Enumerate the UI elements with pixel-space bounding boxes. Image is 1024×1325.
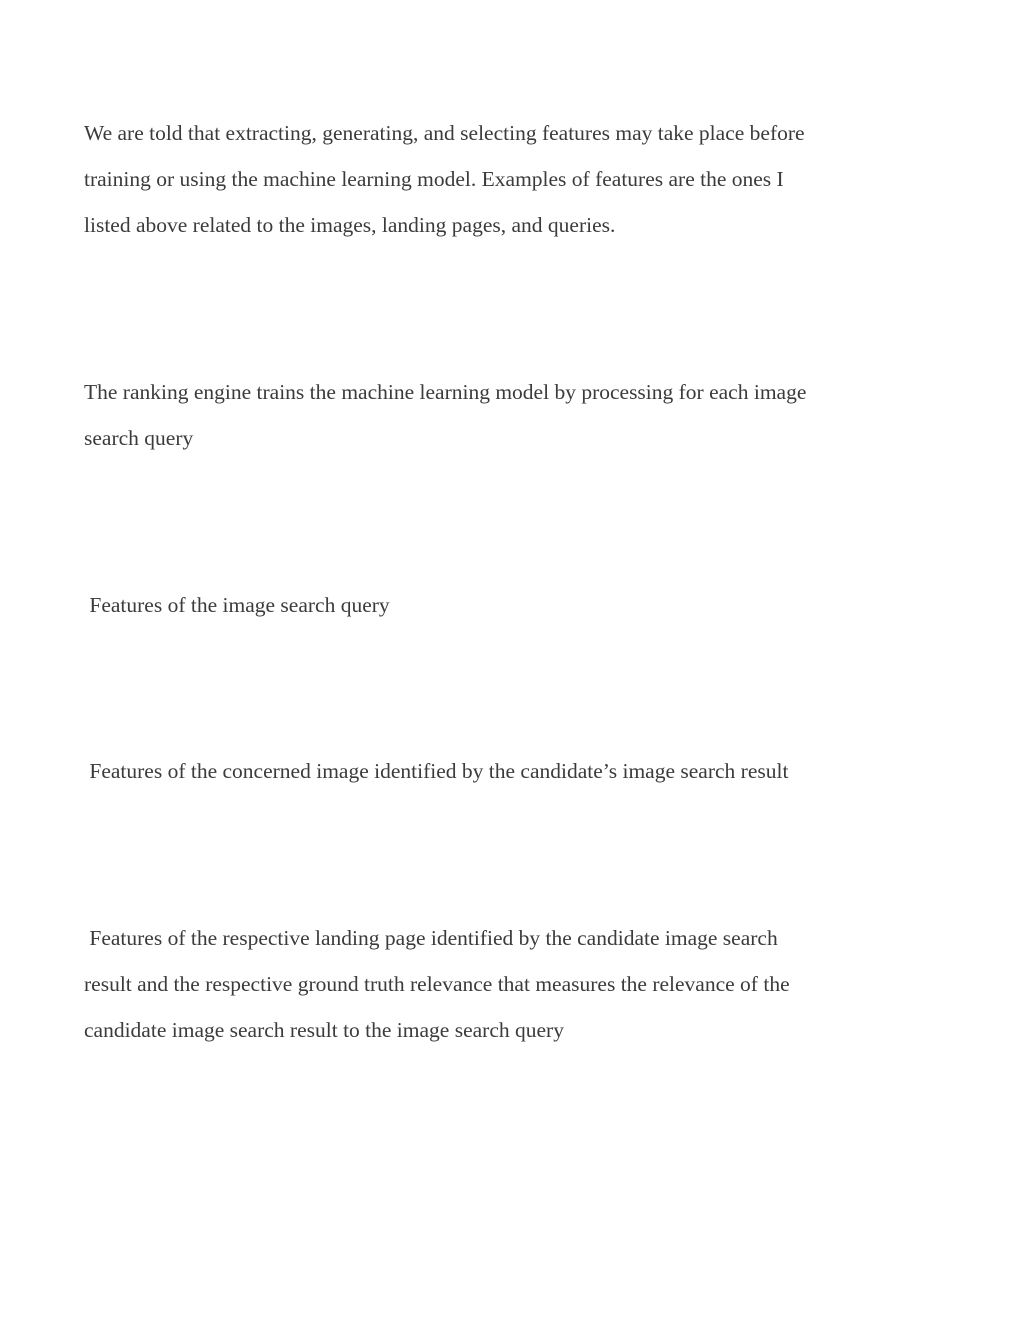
paragraph-ranking-engine bbox=[84, 369, 934, 461]
text-line: result and the respective ground truth relevance that measures the relevance of the bbox=[84, 972, 790, 996]
text-line: candidate image search result to the image search query bbox=[84, 1018, 564, 1042]
paragraph-feature-extraction bbox=[84, 110, 934, 248]
paragraph-landing-page-features bbox=[84, 915, 934, 1053]
text-line: Features of the image search query bbox=[84, 593, 390, 617]
text-line: The ranking engine trains the machine learning model by processing for each image bbox=[84, 380, 807, 404]
text-line: listed above related to the images, landing pages, and queries. bbox=[84, 213, 616, 237]
text-line: training or using the machine learning model. Examples of features are the ones I bbox=[84, 167, 784, 191]
text-line: Features of the respective landing page identified by the candidate image search bbox=[84, 926, 778, 950]
text-line: search query bbox=[84, 426, 194, 450]
text-line: Features of the concerned image identified by the candidate’s image search result bbox=[84, 759, 789, 783]
paragraph-image-features bbox=[84, 748, 934, 794]
text-line: We are told that extracting, generating, and selecting features may take place before bbox=[84, 121, 805, 145]
paragraph-query-features bbox=[84, 582, 934, 628]
